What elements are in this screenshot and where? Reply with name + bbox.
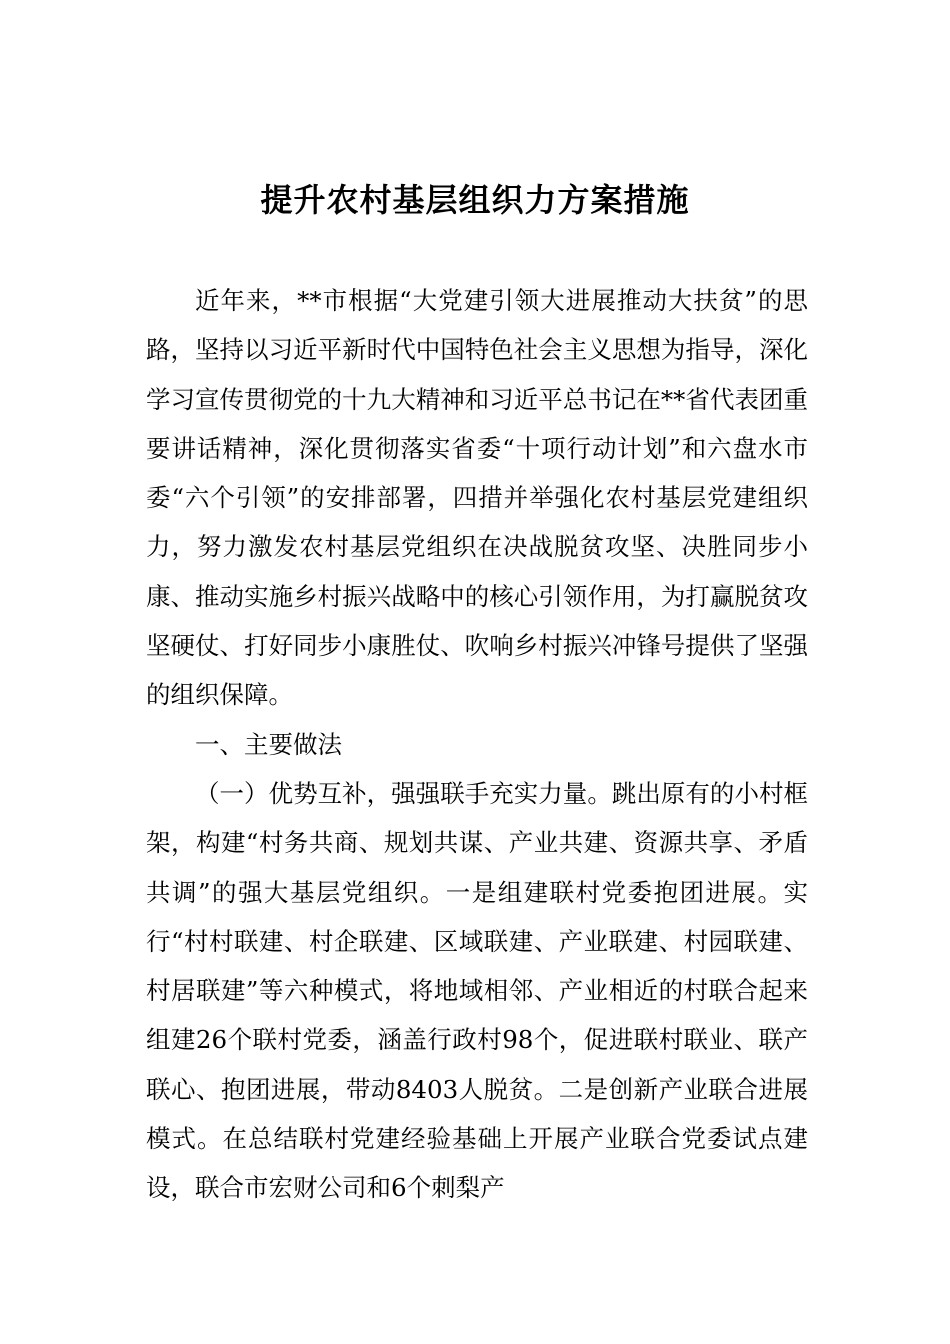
subsection-paragraph-1: （一）优势互补，强强联手充实力量。跳出原有的小村框架，构建“村务共商、规划共谋、产业共建、资源共享、矛盾共调”的强大基层党组织。一是组建联村党委抱团进展。实行“村村联建、村企联建、区域联建、产业联建、村园联建、村居联建”等六种模式，将地域相邻、产业相近的村联合起来组建26个联村党委，涵盖行政村98个，促进联村联业、联产联心、抱团进展，带动8403人脱贫。二是创新产业联合进展模式。在总结联村党建经验基础上开展产业联合党委试点建设，联合市宏财公司和6个刺梨产 <box>146 778 808 1203</box>
section-heading-main-practices: 一、主要做法 <box>195 729 342 759</box>
intro-paragraph: 近年来，**市根据“大党建引领大进展推动大扶贫”的思路，坚持以习近平新时代中国特色社会主义思想为指导，深化学习宣传贯彻党的十九大精神和习近平总书记在**省代表团重要讲话精神，深化贯彻落实省委“十项行动计划”和六盘水市委“六个引领”的安排部署，四措并举强化农村基层党建组织力，努力激发农村基层党组织在决战脱贫攻坚、决胜同步小康、推动实施乡村振兴战略中的核心引领作用，为打赢脱贫攻坚硬仗、打好同步小康胜仗、吹响乡村振兴冲锋号提供了坚强的组织保障。 <box>146 286 808 710</box>
document-body <box>146 276 808 1213</box>
document-title: 提升农村基层组织力方案措施 <box>260 181 690 219</box>
